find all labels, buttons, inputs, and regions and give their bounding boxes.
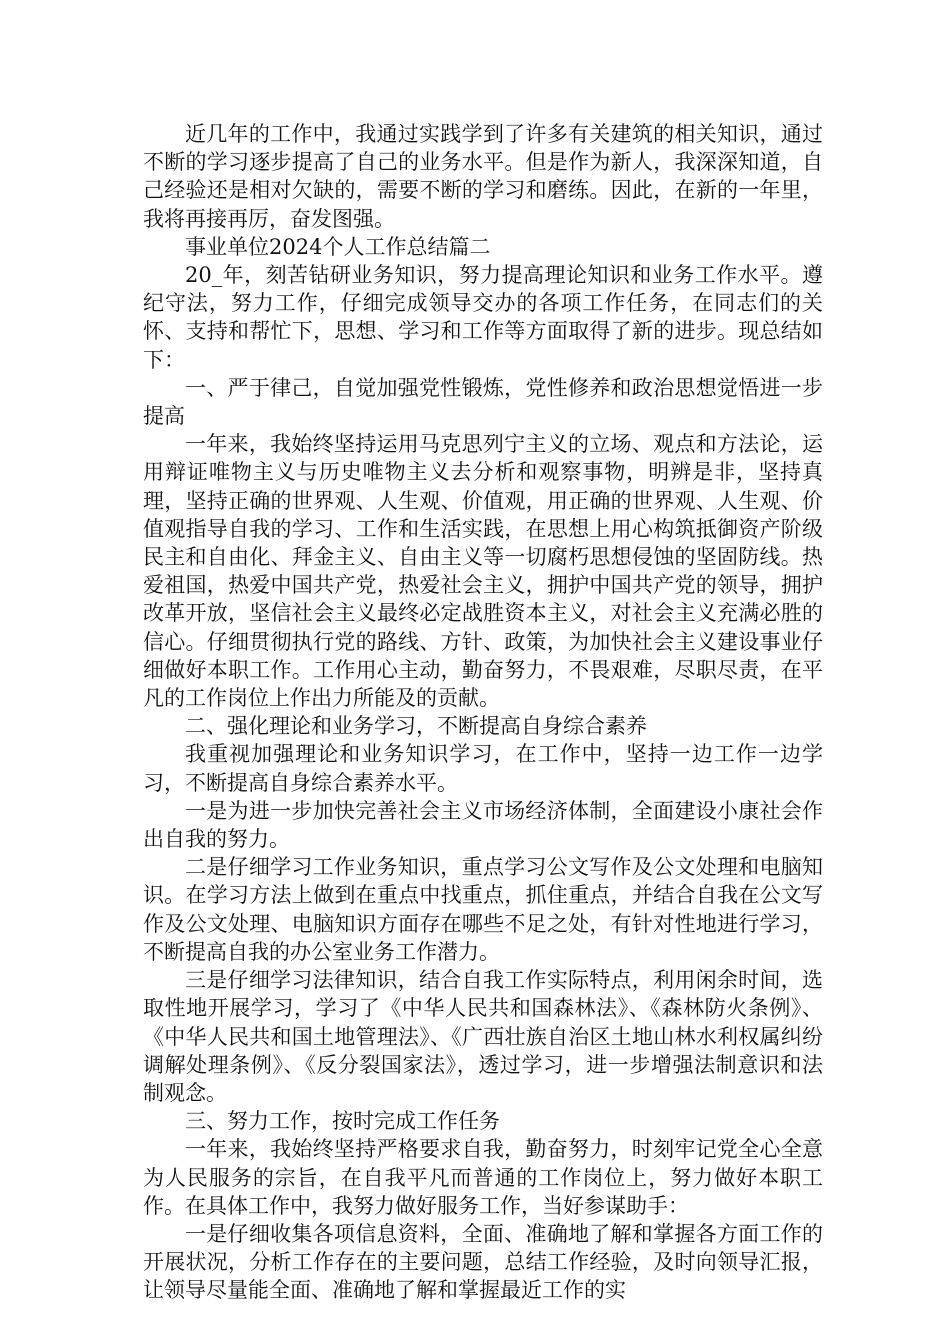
paragraph-work: 一年来，我始终坚持严格要求自我，勤奋努力，时刻牢记党全心全意为人民服务的宗旨，在自我平凡而普通的工作岗位上，努力做好本职工作。在具体工作中，我努力做好服务工作，当好参谋助手： (143, 1137, 823, 1218)
paragraph-overview: 20_年，刻苦钻研业务知识，努力提高理论知识和业务工作水平。遵纪守法，努力工作，仔细完成领导交办的各项工作任务，在同志们的关怀、支持和帮忙下，思想、学习和工作等方面取得了新的进步。现总结如下： (143, 263, 823, 372)
heading-two: 二、强化理论和业务学习，不断提高自身综合素养 (185, 714, 647, 739)
paragraph-study-three: 三是仔细学习法律知识，结合自我工作实际特点，利用闲余时间，选取性地开展学习，学习了《中华人民共和国森林法》、《森林防火条例》、《中华人民共和国土地管理法》、《广西壮族自治区土地山林水利权属纠纷调解处理条例》、《反分裂国家法》，透过学习，进一步增强法制意识和法制观念。 (143, 968, 823, 1105)
paragraph-study-two: 二是仔细学习工作业务知识，重点学习公文写作及公文处理和电脑知识。在学习方法上做到在重点中找重点，抓住重点，并结合自我在公文写作及公文处理、电脑知识方面存在哪些不足之处，有针对性地进行学习，不断提高自我的办公室业务工作潜力。 (143, 855, 823, 964)
section-title: 事业单位2024个人工作总结篇二 (185, 234, 491, 259)
document-body (143, 120, 823, 1305)
paragraph-work-one: 一是仔细收集各项信息资料，全面、准确地了解和掌握各方面工作的开展状况，分析工作存在的主要问题，总结工作经验，及时向领导汇报，让领导尽量能全面、准确地了解和掌握最近工作的实 (143, 1221, 823, 1303)
paragraph-study: 我重视加强理论和业务知识学习，在工作中，坚持一边工作一边学习，不断提高自身综合素养水平。 (143, 742, 823, 795)
paragraph-study-one: 一是为进一步加快完善社会主义市场经济体制，全面建设小康社会作出自我的努力。 (143, 798, 823, 852)
heading-one: 一、严于律己，自觉加强党性锻炼，党性修养和政治思想觉悟进一步提高 (143, 375, 823, 429)
paragraph-politics: 一年来，我始终坚持运用马克思列宁主义的立场、观点和方法论，运用辩证唯物主义与历史唯物主义去分析和观察事物，明辨是非，坚持真理，坚持正确的世界观、人生观、价值观，用正确的世界观、人生观、价值观指导自我的学习、工作和生活实践，在思想上用心构筑抵御资产阶级民主和自由化、拜金主义、自由主义等一切腐朽思想侵蚀的坚固防线。热爱祖国，热爱中国共产党，热爱社会主义，拥护中国共产党的领导，拥护改革开放，坚信社会主义最终必定战胜资本主义，对社会主义充满必胜的信心。仔细贯彻执行党的路线、方针、政策，为加快社会主义建设事业仔细做好本职工作。工作用心主动，勤奋努力，不畏艰难，尽职尽责，在平凡的工作岗位上作出力所能及的贡献。 (143, 432, 823, 711)
heading-three: 三、努力工作，按时完成工作任务 (185, 1109, 500, 1134)
paragraph-intro: 近几年的工作中，我通过实践学到了许多有关建筑的相关知识，通过不断的学习逐步提高了自己的业务水平。但是作为新人，我深深知道，自己经验还是相对欠缺的，需要不断的学习和磨练。因此，在新的一年里，我将再接再厉，奋发图强。 (143, 122, 823, 231)
